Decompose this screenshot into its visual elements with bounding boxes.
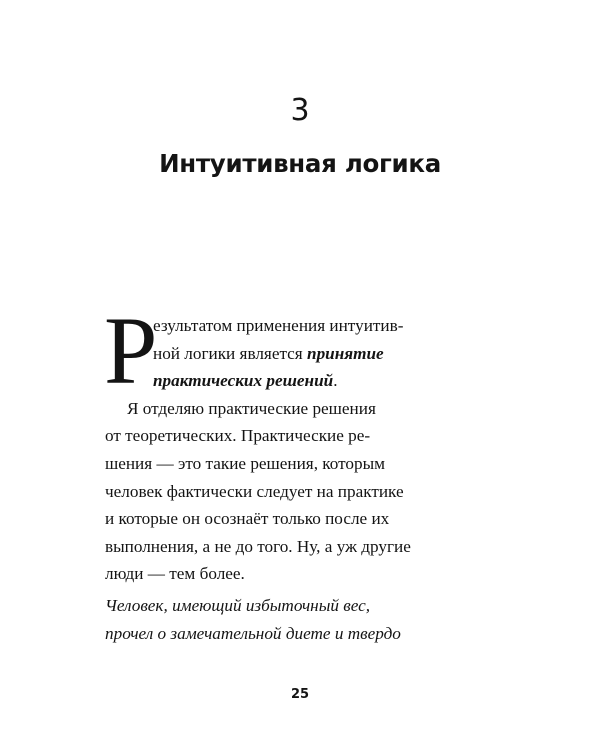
example-text xyxy=(105,592,505,647)
paragraph-line: выполнения, а не до того. Ну, а уж другие xyxy=(105,536,411,556)
paragraph-line: ной логики является принятие xyxy=(153,343,384,363)
paragraph-line: Я отделяю практические решения xyxy=(127,398,376,418)
example-line: прочел о замечательной диете и твердо xyxy=(105,623,401,643)
emphasis-text: практических решений xyxy=(153,371,334,391)
paragraph-line: езультатом применения интуитив- xyxy=(153,316,404,335)
paragraph-line: от теоретических. Практические ре- xyxy=(105,426,371,446)
body-text xyxy=(104,297,505,588)
chapter-number: 3 xyxy=(290,93,310,128)
example-line: Человек, имеющий избыточный вес, xyxy=(105,596,371,615)
paragraph-line: практических решений. xyxy=(153,371,338,391)
page-number: 25 xyxy=(290,687,310,702)
paragraph-line: люди — тем более. xyxy=(105,564,245,584)
chapter-title: Интуитивная логика xyxy=(159,149,441,178)
paragraph-line: человек фактически следует на практике xyxy=(105,481,404,501)
emphasis-text: принятие xyxy=(307,343,384,363)
drop-cap: Р xyxy=(104,297,158,404)
paragraph-line: и которые он осознаёт только после их xyxy=(105,509,390,529)
paragraph-line: шения — это такие решения, которым xyxy=(105,453,386,473)
